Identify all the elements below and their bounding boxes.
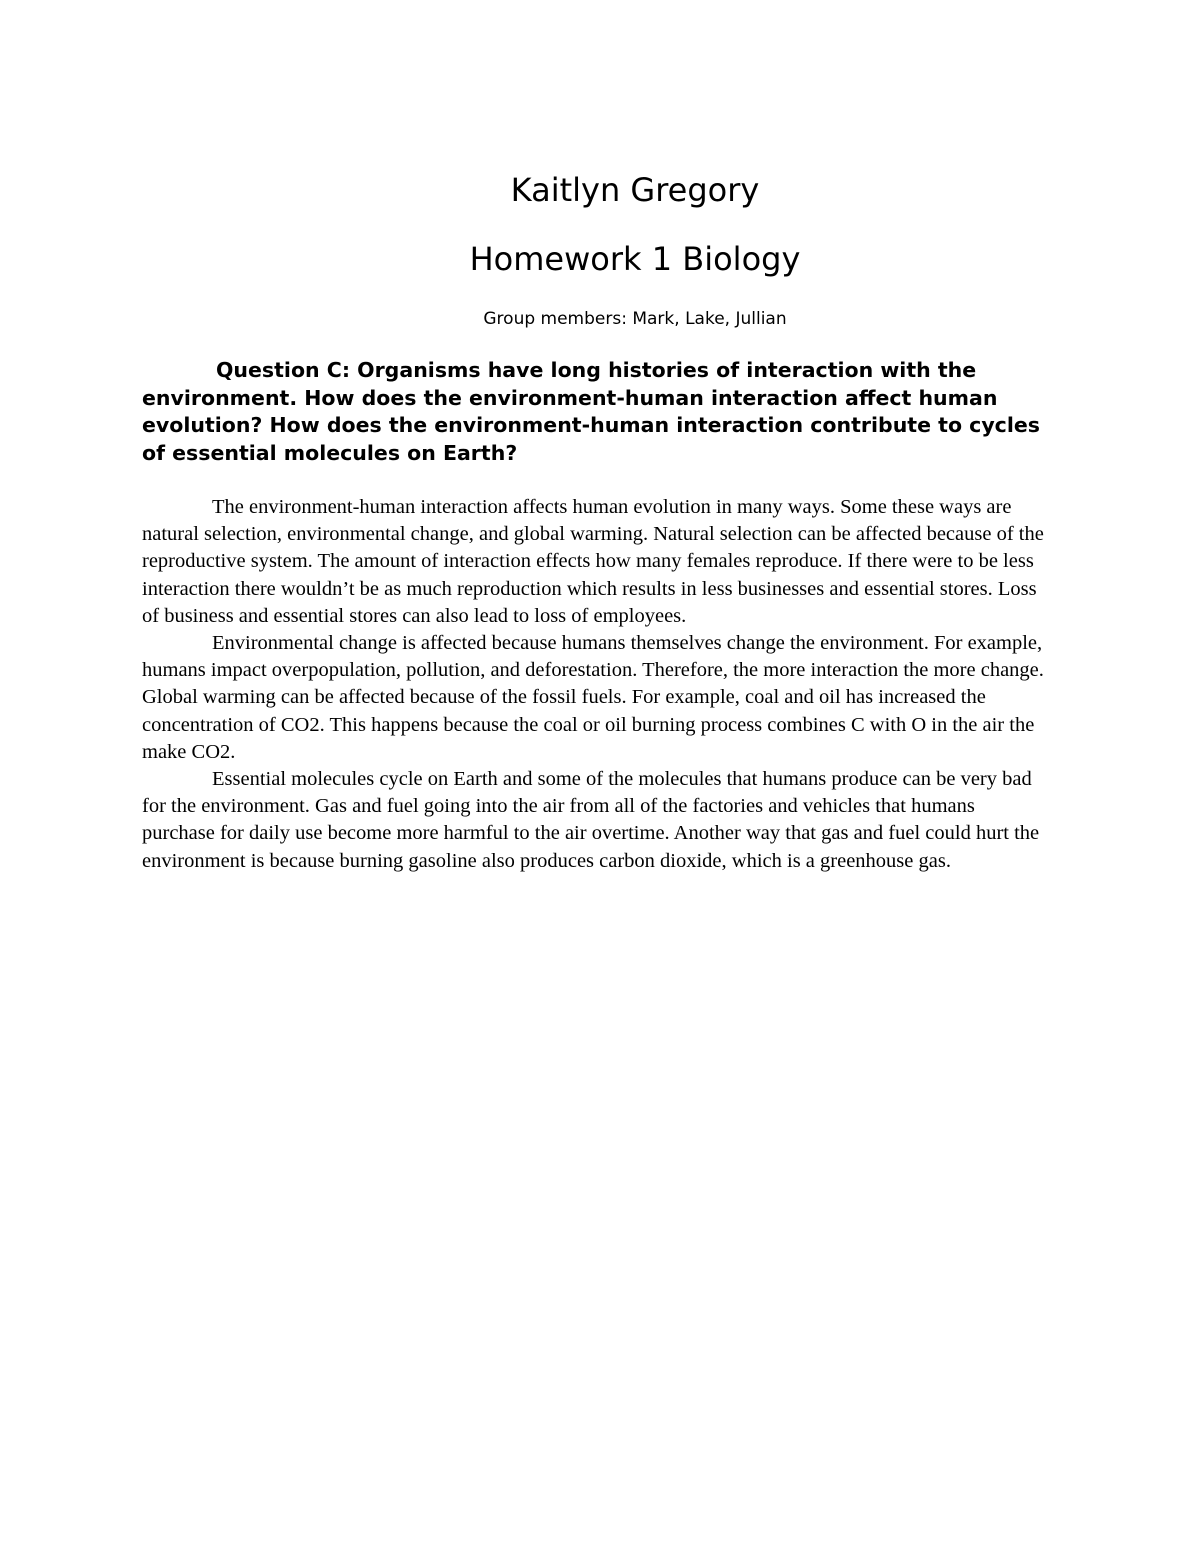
author-name: Kaitlyn Gregory bbox=[510, 171, 760, 209]
paragraph-environmental-change: Environmental change is affected because humans themselves change the environment. For example, humans impact overpopulation, pollution, and deforestation. Therefore, the more interaction the more change. Global warming can be affected because of the fossil fuels. For example, coal and oil has increased the concentration of CO2. This happens because the coal or oil burning process combines C with O in the air the make CO2. bbox=[142, 632, 1044, 763]
group-members: Group members: Mark, Lake, Jullian bbox=[483, 309, 787, 329]
paragraph-essential-molecules: Essential molecules cycle on Earth and some of the molecules that humans produce can be very bad for the environment. Gas and fuel going into the air from all of the factories and vehicles that humans purchase for daily use become more harmful to the air overtime. Another way that gas and fuel could hurt the environment is because burning gasoline also produces carbon dioxide, which is a greenhouse gas. bbox=[142, 768, 1040, 872]
document-title: Homework 1 Biology bbox=[469, 240, 801, 278]
question-heading: Question C: Organisms have long histories of interaction with the environment. How does the environment-human interaction affect human evolution? How does the environment-human interaction contribute to cycles of essential molecules on Earth? bbox=[142, 358, 1040, 465]
answer-body bbox=[142, 494, 1052, 875]
paragraph-evolution: The environment-human interaction affects human evolution in many ways. Some these ways are natural selection, environmental change, and global warming. Natural selection can be affected because of the reproductive system. The amount of interaction effects how many females reproduce. If there were to be less interaction there wouldn’t be as much reproduction which results in less businesses and essential stores. Loss of business and essential stores can also lead to loss of employees. bbox=[142, 496, 1044, 627]
